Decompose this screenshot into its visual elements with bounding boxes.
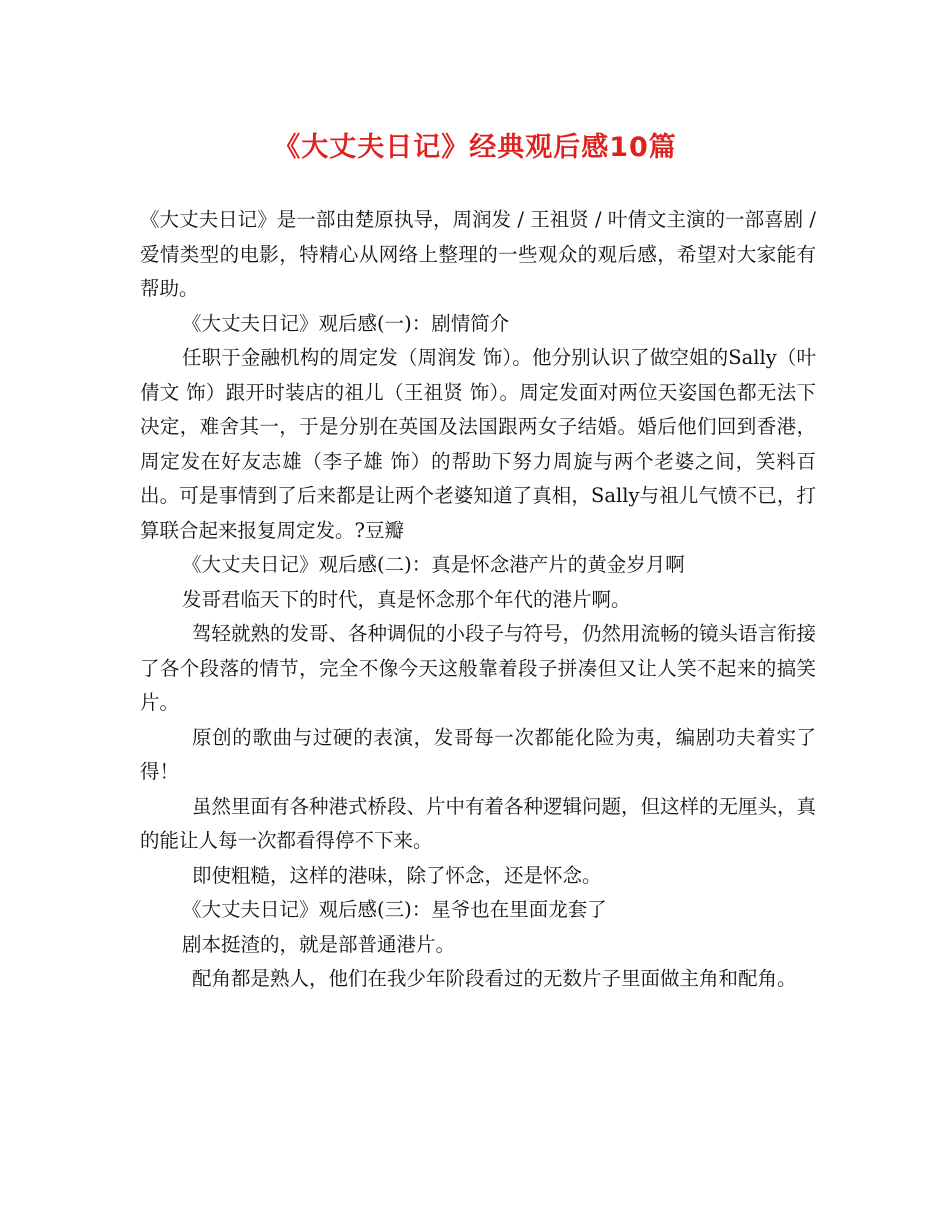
paragraph: 原创的歌曲与过硬的表演，发哥每一次都能化险为夷，编剧功夫着实了得！ [140,725,816,783]
intro-paragraph: 《大丈夫日记》是一部由楚原执导，周润发 / 王祖贤 / 叶倩文主演的一部喜剧 / 爱情类型的电影，特精心从网络上整理的一些观众的观后感，希望对大家能有帮助。 [140,208,816,300]
paragraph: 发哥君临天下的时代，真是怀念那个年代的港片啊。 [182,587,631,611]
paragraph: 任职于金融机构的周定发（周润发 饰）。他分别认识了做空姐的Sally（叶倩文 饰）跟开时装店的祖儿（王祖贤 饰）。周定发面对两位天姿国色都无法下决定，难舍其一，于是分别在英国及法国跟两女子结婚。婚后他们回到香港，周定发在好友志雄（李子雄 饰）的帮助下努力周旋与两个老婆之间，笑料百出。可是事情到了后来都是让两个老婆知道了真相，Sally与祖儿气愤不已，打算联合起来报复周定发。?豆瓣 [140,346,816,542]
document-title: 《大丈夫日记》经典观后感10篇 [273,132,677,163]
section-heading-3: 《大丈夫日记》观后感(三)：星爷也在里面龙套了 [182,898,607,921]
section-heading-2: 《大丈夫日记》观后感(二)：真是怀念港产片的黄金岁月啊 [182,553,685,576]
paragraph: 驾轻就熟的发哥、各种调侃的小段子与符号，仍然用流畅的镜头语言衔接了各个段落的情节，完全不像今天这般靠着段子拼凑但又让人笑不起来的搞笑片。 [140,622,817,714]
document-body [140,203,816,997]
section-heading-1: 《大丈夫日记》观后感(一)：剧情简介 [182,311,510,335]
paragraph: 即使粗糙，这样的港味，除了怀念，还是怀念。 [192,863,602,887]
paragraph: 剧本挺渣的，就是部普通港片。 [182,932,456,956]
paragraph: 配角都是熟人，他们在我少年阶段看过的无数片子里面做主角和配角。 [192,967,797,990]
paragraph: 虽然里面有各种港式桥段、片中有着各种逻辑问题，但这样的无厘头，真的能让人每一次都看得停不下来。 [140,794,817,852]
